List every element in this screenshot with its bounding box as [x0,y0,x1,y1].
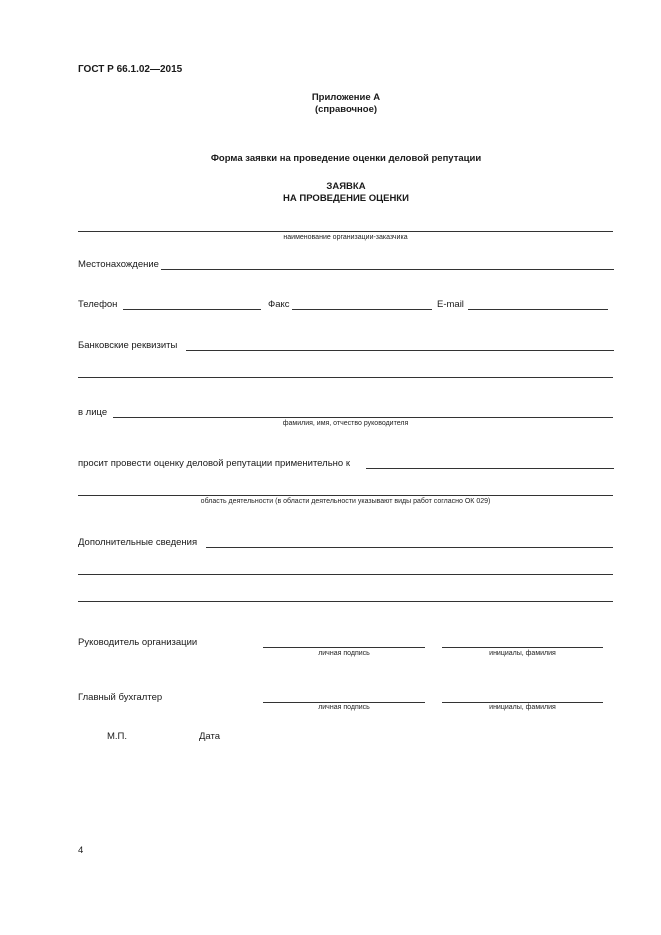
form-title: Форма заявки на проведение оценки деловой репутации [210,153,482,164]
person-caption: фамилия, имя, отчество руководителя [282,420,409,427]
scope-line[interactable] [78,495,613,496]
org-name-caption: наименование организации-заказчика [283,234,408,241]
person-line[interactable] [113,417,613,418]
head-signature-line[interactable] [263,647,425,648]
bank-line-1[interactable] [186,350,614,351]
location-label: Местонахождение [78,259,159,270]
doc-title-line1: ЗАЯВКА [326,181,366,192]
scope-caption: область деятельности (в области деятельности указывают виды работ согласно ОК 029) [200,498,491,505]
additional-line-1[interactable] [206,547,613,548]
fax-label: Факс [268,299,290,310]
appendix-title: Приложение А [311,92,381,103]
fax-line[interactable] [292,309,432,310]
additional-line-2[interactable] [78,574,613,575]
person-label: в лице [78,407,108,418]
head-name-line[interactable] [442,647,603,648]
head-name-caption: инициалы, фамилия [489,650,556,657]
accountant-name-line[interactable] [442,702,603,703]
page-number: 4 [78,845,84,856]
phone-line[interactable] [123,309,261,310]
email-line[interactable] [468,309,608,310]
stamp-label: М.П. [107,731,128,742]
standard-number: ГОСТ Р 66.1.02—2015 [78,64,183,75]
location-line[interactable] [161,269,614,270]
accountant-signature-line[interactable] [263,702,425,703]
accountant-label: Главный бухгалтер [78,692,163,703]
accountant-name-caption: инициалы, фамилия [489,704,556,711]
phone-label: Телефон [78,299,118,310]
date-label: Дата [199,731,221,742]
appendix-note: (справочное) [314,104,378,115]
org-name-line[interactable] [78,231,613,232]
accountant-signature-caption: личная подпись [318,704,370,711]
additional-line-3[interactable] [78,601,613,602]
bank-label: Банковские реквизиты [78,340,178,351]
head-label: Руководитель организации [78,637,198,648]
request-text: просит провести оценку деловой репутации применительно к [78,458,350,469]
request-line[interactable] [366,468,614,469]
email-label: E-mail [437,299,464,310]
doc-title-line2: НА ПРОВЕДЕНИЕ ОЦЕНКИ [283,193,409,204]
head-signature-caption: личная подпись [318,650,370,657]
bank-line-2[interactable] [78,377,613,378]
additional-label: Дополнительные сведения [78,537,198,548]
